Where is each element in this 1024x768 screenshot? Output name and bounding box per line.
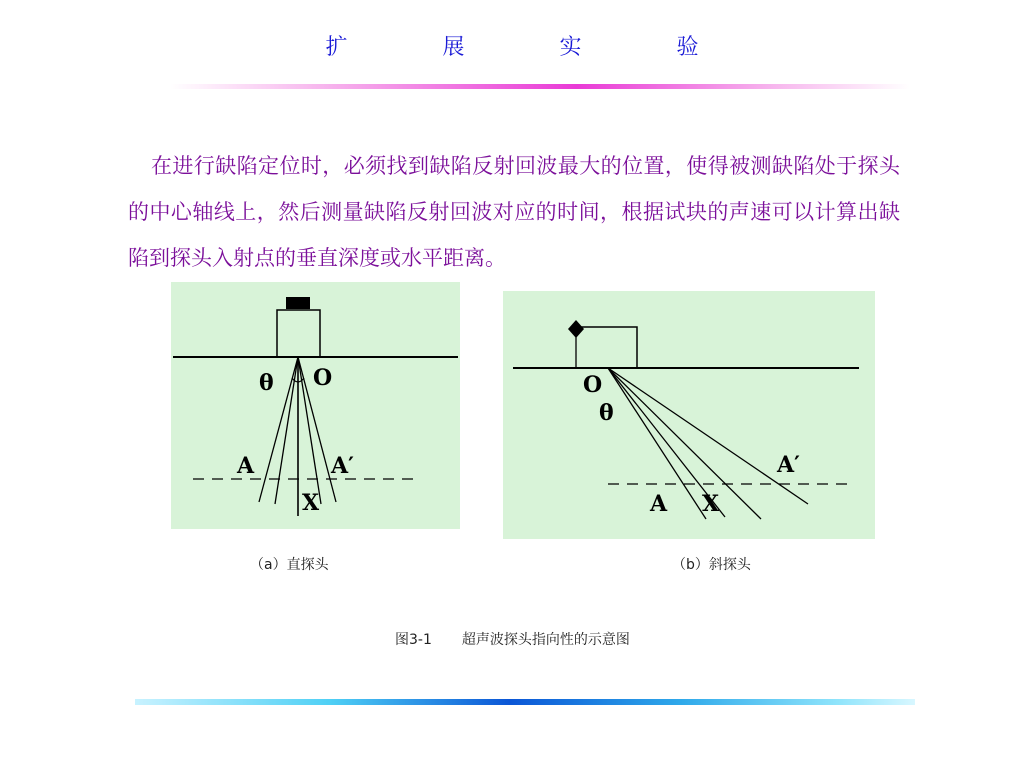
figure-caption xyxy=(395,629,630,649)
figure-a-straight-probe xyxy=(171,282,460,529)
page-title: 扩 展 实 验 xyxy=(325,35,743,60)
figure-b-angle-probe xyxy=(503,291,875,539)
point-a-prime-label: A′ xyxy=(331,453,354,479)
point-a-label: A xyxy=(650,491,668,517)
figure-number: 图3-1 xyxy=(395,632,432,648)
figure-b-diagram xyxy=(503,291,875,539)
figure-b-background xyxy=(503,291,875,539)
point-x-label: X xyxy=(702,491,720,517)
footer-divider xyxy=(135,699,915,705)
figure-a-diagram xyxy=(171,282,460,529)
figure-title: 超声波探头指向性的示意图 xyxy=(461,632,630,648)
title-divider xyxy=(170,84,910,89)
point-a-label: A xyxy=(237,453,255,479)
origin-label: O xyxy=(313,365,333,391)
origin-label: O xyxy=(583,372,603,398)
point-a-prime-label: A′ xyxy=(777,452,800,478)
probe-connector xyxy=(286,297,310,309)
theta-label: θ xyxy=(599,400,614,426)
figure-a-caption: （a）直探头 xyxy=(250,557,329,573)
figure-b-caption: （b）斜探头 xyxy=(672,557,751,573)
theta-label: θ xyxy=(259,370,274,396)
point-x-label: X xyxy=(302,490,320,516)
body-paragraph: 在进行缺陷定位时，必须找到缺陷反射回波最大的位置，使得被测缺陷处于探头的中心轴线上，然后测量缺陷反射回波对应的时间，根据试块的声速可以计算出缺陷到探头入射点的垂直深度或水平距离。 xyxy=(128,154,900,270)
